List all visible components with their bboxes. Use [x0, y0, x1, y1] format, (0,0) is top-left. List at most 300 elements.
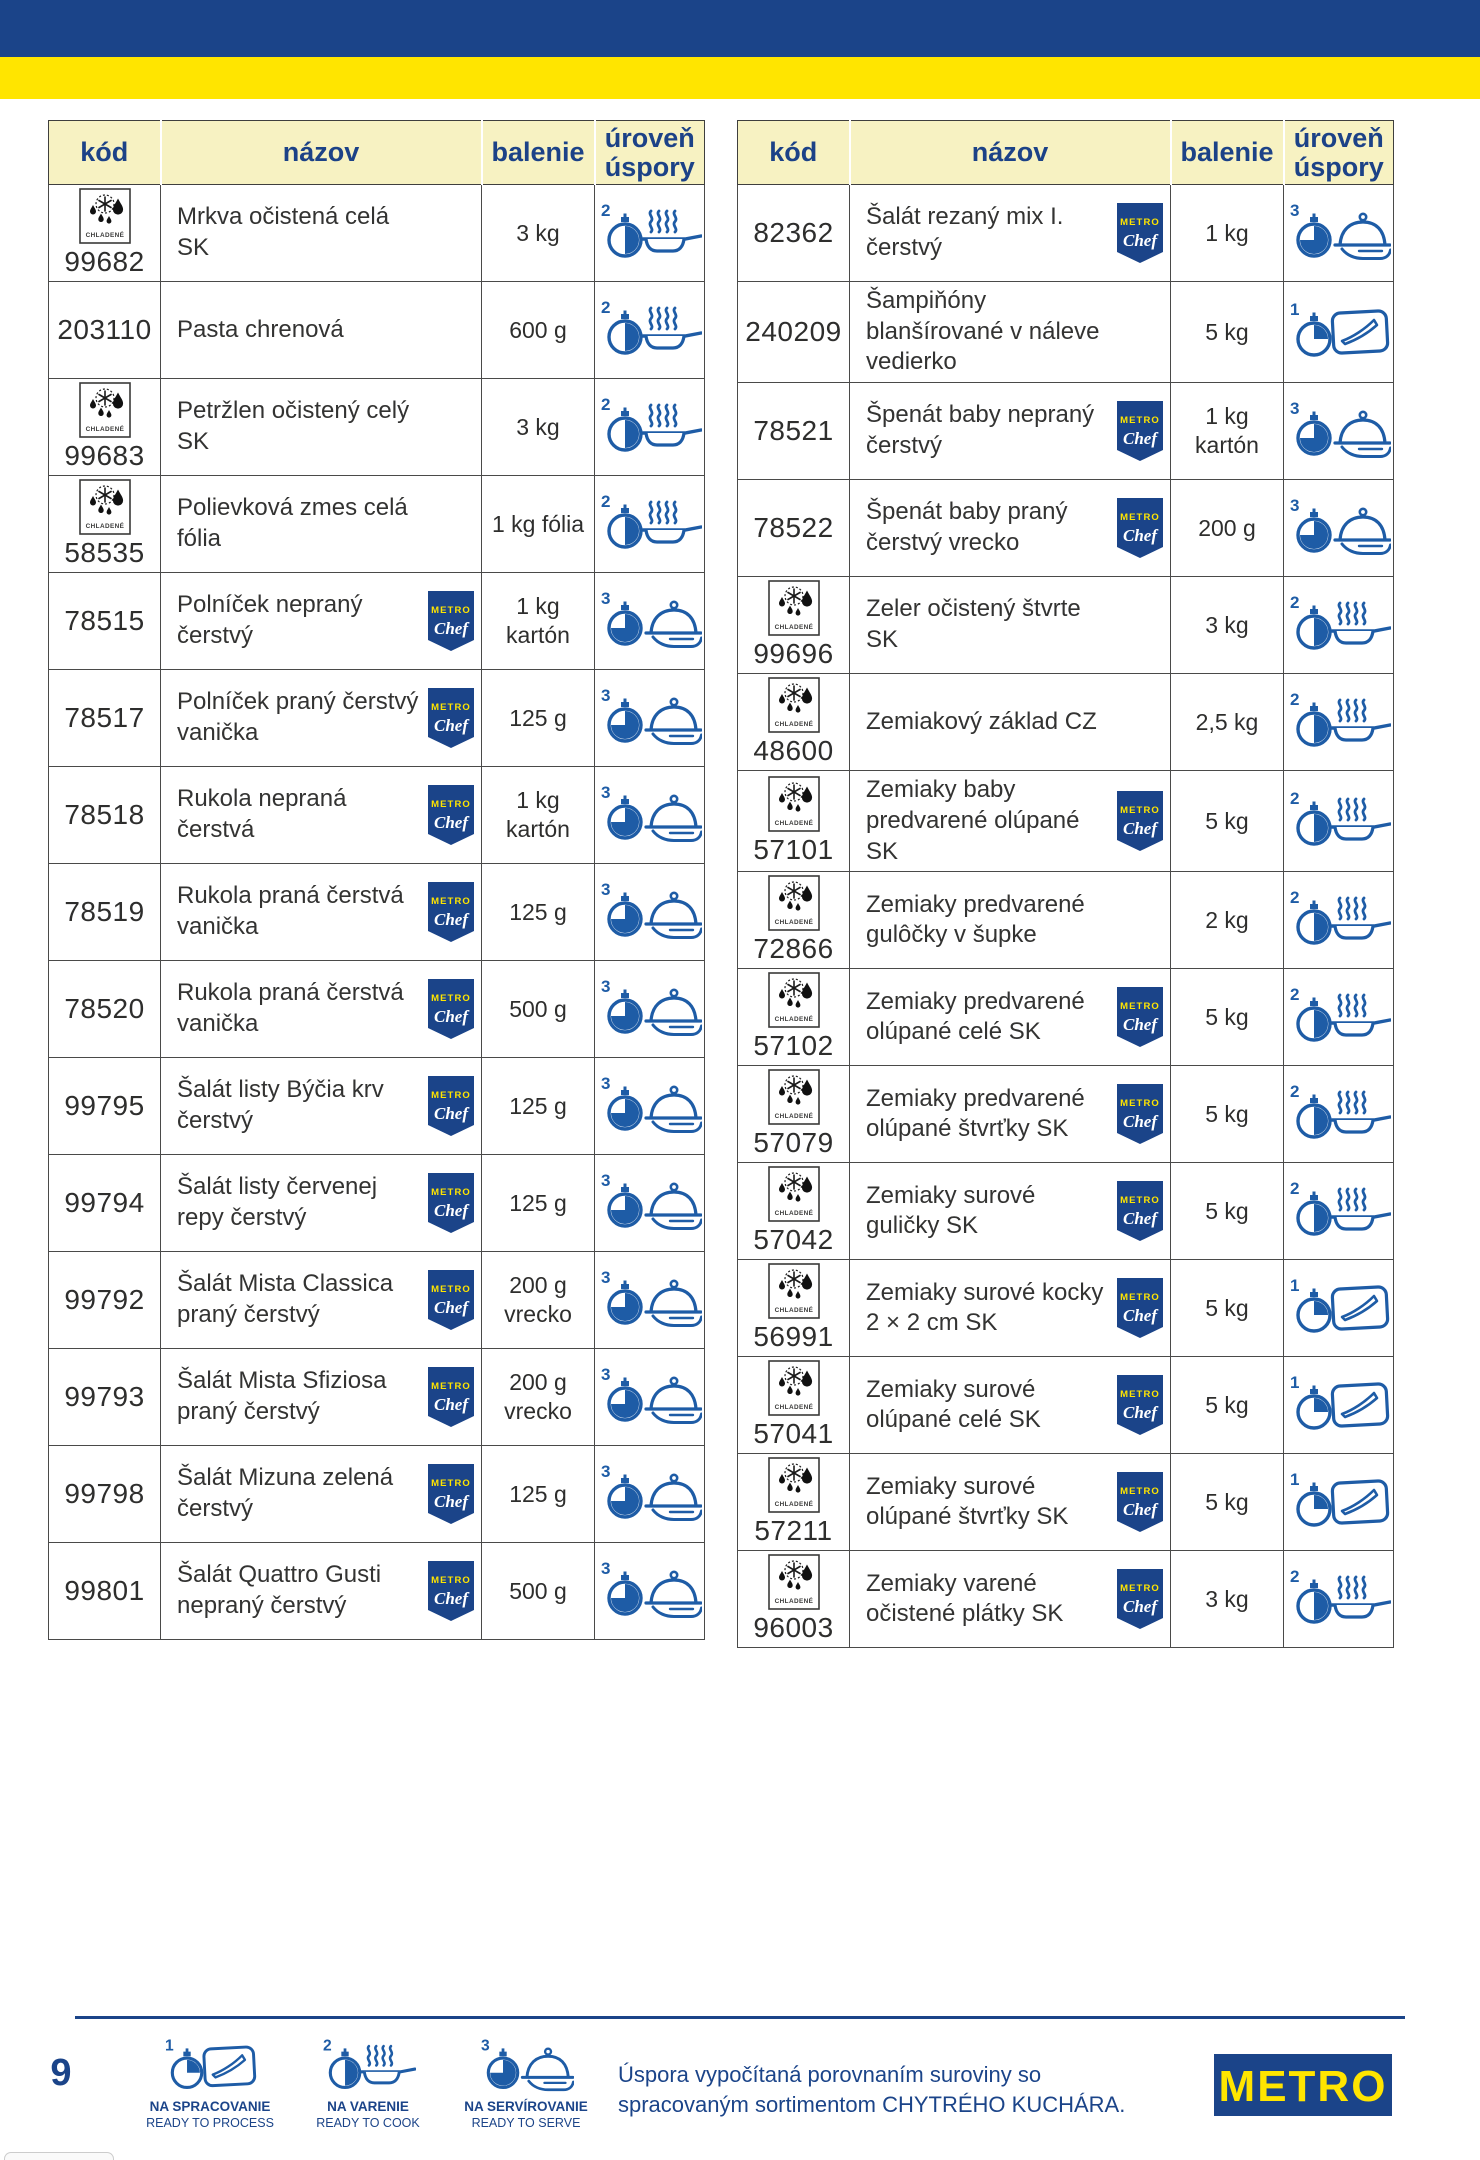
savings-level-2-icon [1287, 592, 1391, 654]
svg-text:Chef: Chef [434, 1395, 468, 1414]
product-name: Petržlen očistený celý SK [177, 397, 410, 455]
savings-level-3-icon [598, 1364, 702, 1426]
savings-level-2-icon [598, 394, 702, 456]
savings-level-3-icon [598, 685, 702, 747]
name-cell [850, 1163, 1171, 1260]
svg-text:2: 2 [1289, 1178, 1299, 1198]
product-name: Zemiaky varené očistené plátky SK [866, 1569, 1064, 1628]
svg-text:Chef: Chef [1123, 819, 1157, 839]
svg-text:2: 2 [1289, 788, 1299, 808]
svg-text:Chef: Chef [1123, 526, 1157, 546]
svg-text:Chef: Chef [1123, 1015, 1157, 1035]
product-row [738, 872, 1394, 969]
legend-item-level-1 [146, 2036, 274, 2130]
svg-text:Chef: Chef [1123, 1500, 1157, 1520]
savings-cell [1284, 1163, 1394, 1260]
name-cell [161, 1446, 482, 1543]
savings-cell [595, 961, 705, 1058]
code-cell [738, 872, 850, 969]
savings-level-2-icon [1287, 984, 1391, 1046]
legend-item-level-2 [308, 2036, 428, 2130]
savings-level-1-icon [162, 2036, 258, 2093]
code-cell [738, 674, 850, 771]
svg-text:1: 1 [1289, 299, 1299, 319]
pack-cell: 125 g [482, 1446, 595, 1543]
savings-level-3-icon [1287, 200, 1391, 262]
svg-text:Chef: Chef [434, 1201, 468, 1220]
metro-chef-badge-icon [428, 979, 474, 1039]
chilled-badge-icon [79, 479, 131, 535]
svg-text:1: 1 [164, 2037, 174, 2055]
name-cell [161, 1155, 482, 1252]
svg-text:METRO: METRO [431, 1478, 471, 1489]
savings-cell [1284, 383, 1394, 480]
metro-chef-badge-icon [1117, 791, 1163, 851]
chilled-badge-icon [79, 382, 131, 438]
svg-text:METRO: METRO [1218, 2062, 1388, 2111]
product-name: Zemiaky surové kocky 2 × 2 cm SK [866, 1278, 1104, 1337]
pack-cell: 5 kg [1171, 1066, 1284, 1163]
code-cell [738, 1163, 850, 1260]
product-row [738, 1357, 1394, 1454]
product-row [738, 185, 1394, 282]
savings-cell [595, 1543, 705, 1640]
svg-text:3: 3 [1289, 200, 1299, 220]
product-table-right [737, 120, 1394, 1648]
chilled-badge-icon [768, 1166, 820, 1222]
savings-level-3-icon [598, 1558, 702, 1620]
svg-text:CHLADENÉ: CHLADENÉ [774, 1016, 813, 1024]
chilled-badge-icon [768, 875, 820, 931]
savings-cell [595, 1155, 705, 1252]
svg-text:3: 3 [600, 1267, 610, 1287]
name-cell [161, 476, 482, 573]
svg-text:METRO: METRO [431, 799, 471, 810]
metro-chef-badge-icon [1117, 401, 1163, 461]
svg-text:Chef: Chef [1123, 1306, 1157, 1326]
code-cell [738, 771, 850, 872]
code-cell [738, 282, 850, 383]
name-cell [850, 185, 1171, 282]
product-name: Zemiaky baby predvarené olúpané SK [866, 776, 1080, 865]
product-code: 57079 [753, 1127, 834, 1159]
product-row [49, 1446, 705, 1543]
product-name: Šalát rezaný mix I. čerstvý [866, 203, 1064, 261]
pack-cell: 1 kg fólia [482, 476, 595, 573]
svg-text:CHLADENÉ: CHLADENÉ [774, 1210, 813, 1218]
code-cell [49, 573, 161, 670]
pack-cell: 5 kg [1171, 969, 1284, 1066]
svg-text:Chef: Chef [434, 1492, 468, 1511]
svg-text:1: 1 [1289, 1372, 1299, 1392]
product-row [49, 1349, 705, 1446]
svg-text:2: 2 [1289, 984, 1299, 1004]
savings-level-2-icon [320, 2036, 416, 2093]
column-header-uroven: úroveň úspory [1284, 121, 1394, 185]
savings-level-3-icon [1287, 398, 1391, 460]
product-name: Šalát Mista Classica praný čerstvý [177, 1270, 394, 1328]
top-navy-bar [0, 0, 1480, 57]
name-cell [161, 1058, 482, 1155]
pack-cell: 1 kg kartón [1171, 383, 1284, 480]
savings-cell [595, 1058, 705, 1155]
pack-cell: 5 kg [1171, 771, 1284, 872]
chilled-badge-icon [768, 1554, 820, 1610]
svg-text:METRO: METRO [431, 1187, 471, 1198]
product-name: Šalát listy Býčia krv čerstvý [177, 1076, 384, 1134]
svg-text:3: 3 [600, 1558, 610, 1578]
pack-cell: 600 g [482, 282, 595, 379]
savings-cell [1284, 1260, 1394, 1357]
product-name: Rukola nepraná čerstvá [177, 785, 347, 843]
product-name: Šalát Mizuna zelená čerstvý [177, 1464, 394, 1522]
savings-level-3-icon [598, 1073, 702, 1135]
code-cell [49, 1252, 161, 1349]
savings-cell [1284, 674, 1394, 771]
metro-logo-icon [1214, 2054, 1392, 2116]
name-cell [850, 1551, 1171, 1648]
product-code: 203110 [57, 314, 152, 345]
product-name: Šalát listy červenej repy čerstvý [177, 1173, 378, 1231]
svg-text:3: 3 [1289, 495, 1299, 515]
code-cell [49, 1349, 161, 1446]
metro-chef-badge-icon [1117, 203, 1163, 263]
svg-text:3: 3 [1289, 398, 1299, 418]
savings-level-3-icon [598, 976, 702, 1038]
svg-text:CHLADENÉ: CHLADENÉ [85, 523, 124, 530]
product-name: Šalát Mista Sfiziosa praný čerstvý [177, 1367, 387, 1425]
pack-cell: 5 kg [1171, 1454, 1284, 1551]
savings-cell [1284, 185, 1394, 282]
name-cell [850, 383, 1171, 480]
savings-level-2-icon [1287, 1081, 1391, 1143]
metro-chef-badge-icon [1117, 1084, 1163, 1144]
product-name: Polníček praný čerstvý vanička [177, 688, 419, 746]
metro-chef-badge-icon [428, 591, 474, 651]
legend-label: NA SERVÍROVANIE [464, 2099, 588, 2114]
pack-cell: 5 kg [1171, 1163, 1284, 1260]
savings-level-1-icon [1287, 1275, 1391, 1337]
name-cell [161, 670, 482, 767]
product-code: 99794 [64, 1187, 145, 1218]
product-name: Zemiaky surové olúpané celé SK [866, 1375, 1041, 1434]
code-cell [49, 379, 161, 476]
svg-text:Chef: Chef [434, 1589, 468, 1608]
svg-text:CHLADENÉ: CHLADENÉ [774, 1598, 813, 1606]
svg-text:2: 2 [600, 297, 610, 317]
product-row [49, 1058, 705, 1155]
savings-cell [1284, 480, 1394, 577]
chilled-badge-icon [768, 972, 820, 1028]
product-code: 78521 [753, 415, 834, 447]
product-row [738, 577, 1394, 674]
code-cell [738, 480, 850, 577]
svg-text:1: 1 [1289, 1275, 1299, 1295]
savings-cell [595, 185, 705, 282]
savings-cell [1284, 872, 1394, 969]
metro-chef-badge-icon [428, 1173, 474, 1233]
svg-text:Chef: Chef [1123, 1209, 1157, 1229]
pack-cell: 1 kg kartón [482, 573, 595, 670]
savings-cell [1284, 1357, 1394, 1454]
product-code: 56991 [753, 1321, 834, 1353]
svg-text:CHLADENÉ: CHLADENÉ [774, 624, 813, 632]
pack-cell: 500 g [482, 961, 595, 1058]
pack-cell: 500 g [482, 1543, 595, 1640]
column-header-kod: kód [49, 121, 161, 185]
product-row [49, 185, 705, 282]
metro-chef-badge-icon [428, 1464, 474, 1524]
pack-cell: 125 g [482, 1058, 595, 1155]
product-row [49, 864, 705, 961]
product-code: 78519 [64, 896, 145, 927]
product-row [49, 573, 705, 670]
svg-text:Chef: Chef [434, 716, 468, 735]
svg-text:2: 2 [1289, 1566, 1299, 1586]
product-row [738, 1551, 1394, 1648]
product-row [738, 1163, 1394, 1260]
svg-text:METRO: METRO [431, 1381, 471, 1392]
savings-cell [1284, 282, 1394, 383]
svg-text:2: 2 [1289, 1081, 1299, 1101]
chilled-badge-icon [768, 1457, 820, 1513]
product-row [49, 1252, 705, 1349]
svg-text:3: 3 [600, 588, 610, 608]
svg-text:2: 2 [322, 2037, 332, 2055]
product-row [49, 1155, 705, 1252]
svg-text:3: 3 [600, 1461, 610, 1481]
savings-cell [595, 670, 705, 767]
product-name: Polníček nepraný čerstvý [177, 591, 363, 649]
savings-cell [1284, 771, 1394, 872]
svg-text:METRO: METRO [431, 993, 471, 1004]
savings-level-2-icon [1287, 689, 1391, 751]
product-name: Pasta chrenová [177, 315, 344, 343]
pack-cell: 200 g vrecko [482, 1252, 595, 1349]
savings-level-2-icon [1287, 1566, 1391, 1628]
legend-item-level-3 [466, 2036, 586, 2130]
name-cell [161, 185, 482, 282]
svg-text:CHLADENÉ: CHLADENÉ [774, 919, 813, 927]
svg-text:3: 3 [600, 685, 610, 705]
product-code: 99683 [64, 440, 145, 471]
name-cell [850, 480, 1171, 577]
savings-cell [595, 1446, 705, 1543]
svg-text:3: 3 [600, 1170, 610, 1190]
pack-cell: 125 g [482, 1155, 595, 1252]
code-cell [738, 383, 850, 480]
footer-divider [75, 2016, 1405, 2019]
savings-level-3-icon [598, 782, 702, 844]
svg-text:Chef: Chef [434, 1007, 468, 1026]
product-code: 57102 [753, 1030, 834, 1062]
product-row [49, 476, 705, 573]
product-name: Zemiakový základ CZ [866, 707, 1097, 735]
column-header-balenie: balenie [1171, 121, 1284, 185]
name-cell [161, 1349, 482, 1446]
svg-text:METRO: METRO [1120, 805, 1160, 817]
chilled-badge-icon [768, 677, 820, 733]
product-row [49, 282, 705, 379]
code-cell [49, 864, 161, 961]
svg-text:METRO: METRO [1120, 1001, 1160, 1013]
name-cell [850, 674, 1171, 771]
savings-level-3-icon [598, 1461, 702, 1523]
savings-cell [595, 767, 705, 864]
product-code: 78518 [64, 799, 145, 830]
product-name: Špenát baby nepraný čerstvý [866, 401, 1095, 460]
savings-cell [1284, 1066, 1394, 1163]
svg-text:CHLADENÉ: CHLADENÉ [774, 721, 813, 729]
footer-note-line2: spracovaným sortimentom CHYTRÉHO KUCHÁRA. [618, 2091, 1126, 2117]
product-code: 99793 [64, 1381, 145, 1412]
svg-text:CHLADENÉ: CHLADENÉ [85, 426, 124, 433]
product-row [738, 1066, 1394, 1163]
product-name: Špenát baby praný čerstvý vrecko [866, 498, 1068, 557]
name-cell [161, 767, 482, 864]
pack-cell: 1 kg kartón [482, 767, 595, 864]
svg-text:3: 3 [600, 976, 610, 996]
svg-text:2: 2 [1289, 689, 1299, 709]
metro-logo [1214, 2054, 1392, 2121]
svg-text:METRO: METRO [1120, 1195, 1160, 1207]
pack-cell: 5 kg [1171, 1260, 1284, 1357]
product-code: 78522 [753, 512, 834, 544]
footer-note [618, 2060, 1125, 2119]
column-header-uroven: úroveň úspory [595, 121, 705, 185]
savings-level-2-icon [598, 297, 702, 359]
svg-text:Chef: Chef [1123, 1597, 1157, 1617]
code-cell [49, 767, 161, 864]
product-name: Zemiaky predvarené gulôčky v šupke [866, 890, 1085, 949]
savings-cell [1284, 577, 1394, 674]
legend-sublabel: READY TO SERVE [471, 2116, 581, 2130]
svg-text:2: 2 [600, 394, 610, 414]
savings-cell [1284, 1454, 1394, 1551]
svg-text:METRO: METRO [1120, 1583, 1160, 1595]
product-row [49, 670, 705, 767]
savings-cell [1284, 1551, 1394, 1648]
svg-text:CHLADENÉ: CHLADENÉ [85, 232, 124, 239]
product-code: 72866 [753, 933, 834, 965]
product-name: Zemiaky predvarené olúpané celé SK [866, 987, 1085, 1046]
product-row [49, 1543, 705, 1640]
savings-legend [146, 2036, 588, 2130]
product-row [49, 961, 705, 1058]
metro-chef-badge-icon [428, 882, 474, 942]
svg-text:CHLADENÉ: CHLADENÉ [774, 1113, 813, 1121]
product-name: Rukola praná čerstvá vanička [177, 882, 404, 940]
svg-text:METRO: METRO [431, 702, 471, 713]
name-cell [850, 1454, 1171, 1551]
name-cell [161, 282, 482, 379]
metro-chef-badge-icon [428, 688, 474, 748]
savings-cell [595, 573, 705, 670]
product-table-left [48, 120, 705, 1640]
pack-cell: 125 g [482, 670, 595, 767]
name-cell [850, 771, 1171, 872]
metro-chef-badge-icon [428, 1367, 474, 1427]
column-header-balenie: balenie [482, 121, 595, 185]
savings-cell [595, 1349, 705, 1446]
pack-cell: 3 kg [482, 379, 595, 476]
svg-text:METRO: METRO [1120, 217, 1160, 228]
metro-chef-badge-icon [1117, 1278, 1163, 1338]
code-cell [738, 1066, 850, 1163]
svg-text:2: 2 [600, 491, 610, 511]
product-row [738, 480, 1394, 577]
code-cell [49, 1155, 161, 1252]
name-cell [850, 1260, 1171, 1357]
svg-text:Chef: Chef [434, 910, 468, 929]
product-code: 99682 [64, 246, 145, 277]
savings-level-1-icon [1287, 299, 1391, 361]
svg-text:METRO: METRO [1120, 415, 1160, 427]
product-name: Polievková zmes celá fólia [177, 494, 408, 552]
savings-level-2-icon [598, 491, 702, 553]
product-code: 99696 [753, 638, 834, 670]
svg-text:Chef: Chef [1123, 1112, 1157, 1132]
svg-text:METRO: METRO [1120, 1098, 1160, 1110]
name-cell [161, 1543, 482, 1640]
product-row [49, 379, 705, 476]
name-cell [161, 864, 482, 961]
savings-cell [595, 282, 705, 379]
product-code: 99798 [64, 1478, 145, 1509]
chilled-badge-icon [768, 1263, 820, 1319]
svg-text:METRO: METRO [1120, 1486, 1160, 1498]
code-cell [49, 282, 161, 379]
savings-level-1-icon [1287, 1372, 1391, 1434]
name-cell [161, 379, 482, 476]
savings-level-1-icon [1287, 1469, 1391, 1531]
savings-level-2-icon [1287, 788, 1391, 850]
column-header-nazov: názov [161, 121, 482, 185]
metro-chef-badge-icon [1117, 498, 1163, 558]
savings-level-2-icon [1287, 887, 1391, 949]
svg-text:CHLADENÉ: CHLADENÉ [774, 1404, 813, 1412]
chilled-badge-icon [768, 776, 820, 832]
svg-text:3: 3 [480, 2037, 490, 2055]
metro-chef-badge-icon [1117, 1472, 1163, 1532]
pack-cell: 5 kg [1171, 282, 1284, 383]
product-name: Šampiňóny blanšírované v náleve vedierko [866, 287, 1100, 376]
header-row [738, 121, 1394, 185]
pack-cell: 5 kg [1171, 1357, 1284, 1454]
product-code: 82362 [753, 217, 834, 248]
svg-text:Chef: Chef [1123, 429, 1157, 449]
savings-level-2-icon [598, 200, 702, 262]
legend-sublabel: READY TO PROCESS [146, 2116, 274, 2130]
savings-cell [595, 1252, 705, 1349]
product-row [738, 1454, 1394, 1551]
page-corner-artifact [4, 2152, 114, 2160]
metro-chef-badge-icon [428, 785, 474, 845]
column-header-nazov: názov [850, 121, 1171, 185]
code-cell [49, 1446, 161, 1543]
product-name: Mrkva očistená celá SK [177, 203, 390, 261]
svg-text:METRO: METRO [431, 1575, 471, 1586]
product-code: 78520 [64, 993, 145, 1024]
header-row [49, 121, 705, 185]
savings-cell [1284, 969, 1394, 1066]
svg-text:3: 3 [600, 879, 610, 899]
product-code: 99795 [64, 1090, 145, 1121]
code-cell [738, 1260, 850, 1357]
legend-label: NA SPRACOVANIE [149, 2099, 271, 2114]
code-cell [738, 1357, 850, 1454]
metro-chef-badge-icon [1117, 987, 1163, 1047]
